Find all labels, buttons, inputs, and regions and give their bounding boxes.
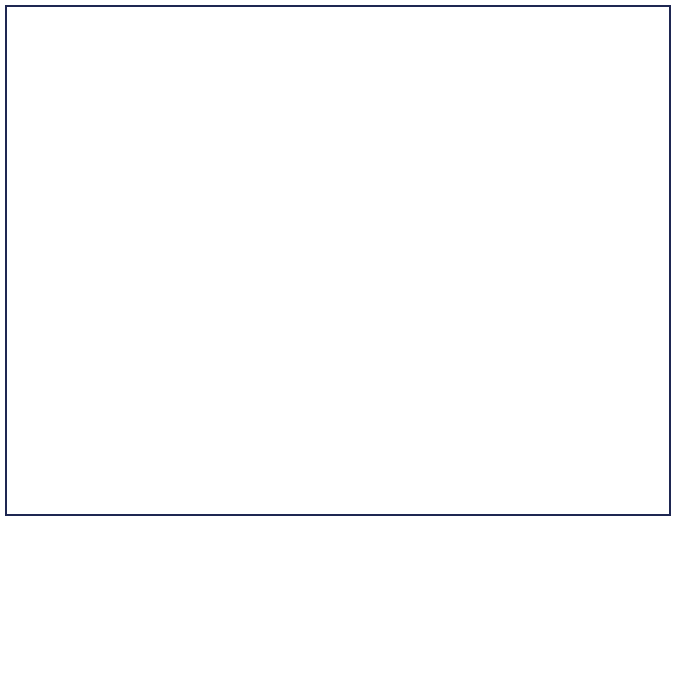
supplement-facts-panel [5,5,671,516]
